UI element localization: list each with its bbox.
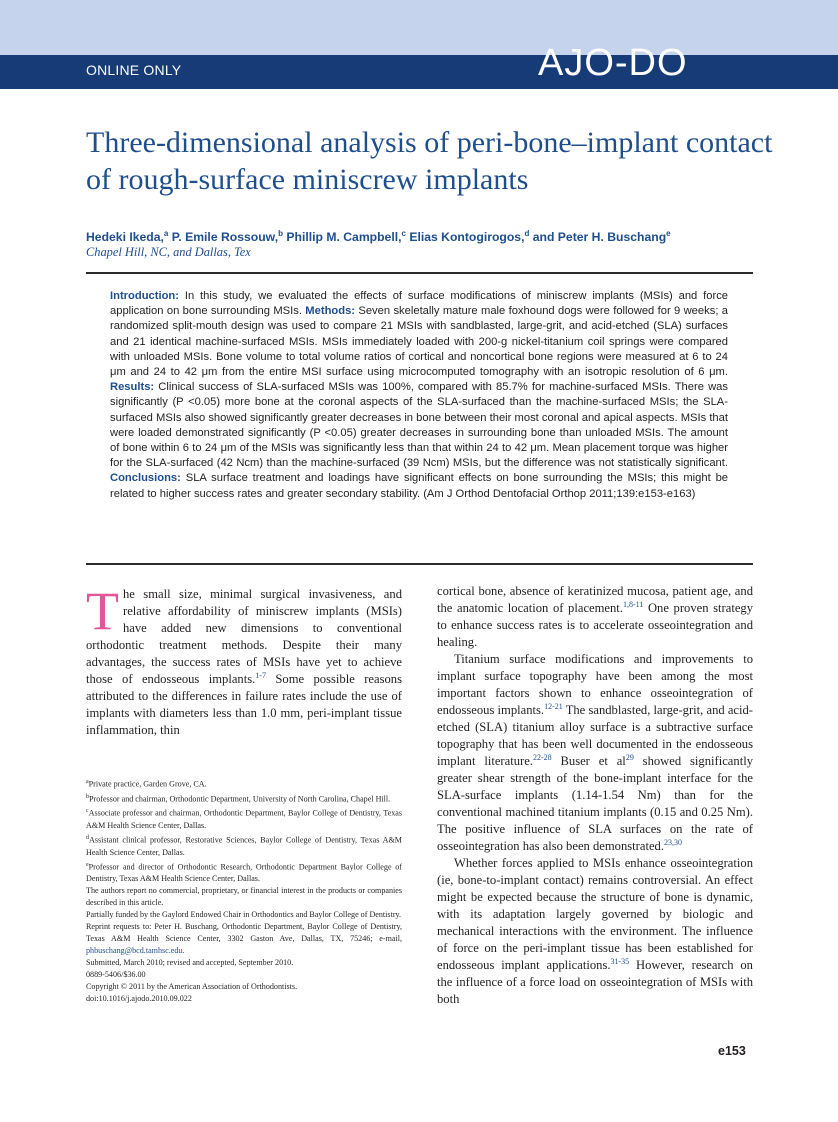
author-name: Phillip M. Campbell, <box>286 230 402 245</box>
footnote-funding: Partially funded by the Gaylord Endowed Chair in Orthodontics and Baylor College of Dentistry. <box>86 910 402 920</box>
author-name: and Peter H. Buschang <box>532 230 667 245</box>
citation-ref[interactable]: 1,8-11 <box>622 599 644 609</box>
abstract-bottom-rule <box>86 563 753 565</box>
body-column-right <box>437 583 753 1008</box>
body-text: The sandblasted, large-grit, and acid-etched (SLA) titanium alloy surface is a subtractive surface topography that has been well documented in the endosseous implant literature. <box>437 703 754 768</box>
body-text: One proven strategy to enhance success rates is to accelerate osseointegration and healing. <box>437 601 754 649</box>
citation-ref[interactable]: 1-7 <box>255 670 266 680</box>
body-text: Whether forces applied to MSIs enhance osseointegration (ie, bone-to-implant contact) remains controversial. An effect might be expected because the structure of bone is dynamic, with its adaptation largely governed by biologic and mechanical interactions with the environment. The influence of force on the peri-implant tissue has been established for endosseous implant applications. <box>437 856 753 972</box>
footnote-disclosure: The authors report no commercial, proprietary, or financial interest in the products or companies described in this article. <box>86 886 402 908</box>
body-paragraph <box>437 583 753 651</box>
journal-logo: AJO-DO <box>538 42 688 84</box>
footnote-text: Associate professor and chairman, Orthodontic Department, Baylor College of Dentistry, Texas A&M Health Science Center, Dallas. <box>86 809 402 831</box>
abstract-conclusions: SLA surface treatment and loadings have significant effects on bone surrounding the MSIs; this might be related to higher success rates and greater secondary stability. (Am J Orthod Dentofacial Orthop 2011;139:e153-e163) <box>110 472 729 500</box>
footnote-reprint <box>86 921 402 957</box>
footnote: $^e$Professor and director of Orthodontic Research, Orthodontic Department Baylor College of Dentistry, Texas A&M Health Science Center, Dallas. <box>86 861 402 884</box>
page-number: e153 <box>718 1044 746 1058</box>
footnote-submitted: Submitted, March 2010; revised and accepted, September 2010. <box>86 958 294 968</box>
abstract-results: Clinical success of SLA-surfaced MSIs was 100%, compared with 85.7% for machine-surfaced MSIs. There was significantly (P <0.05) more bone at the coronal aspects of the SLA-surfaced than the machine-surfaced MSIs; the SLA-surfaced MSIs also showed significantly greater decreases in bone between their most coronal and apical aspects. MSIs that were loaded demonstrated significantly (P <0.05) greater decreases in surrounding bone than unloaded MSIs. The amount of bone within 6 to 24 μm of the MSIs was significantly less than that within 24 to 42 μm. Mean placement torque was higher for the SLA-surfaced (42 Ncm) than the machine-surfaced (39 Ncm) MSIs, but the difference was not statistically significant. <box>110 381 728 470</box>
abstract-intro: In this study, we evaluated the effects of surface modifications of miniscrew implants (MSIs) and force application on bone surrounding MSIs. <box>110 290 729 318</box>
online-only-label: ONLINE ONLY <box>86 62 182 78</box>
abstract-methods-heading: Methods: <box>305 305 356 318</box>
body-paragraph <box>437 651 753 855</box>
footnote-issn: 0889-5406/$36.00 <box>86 970 146 980</box>
abstract-conclusions-heading: Conclusions: <box>110 472 181 485</box>
author-mark: e <box>666 229 671 238</box>
footnotes <box>86 776 402 1005</box>
footnote: $^b$Professor and chairman, Orthodontic Department, University of North Carolina, Chapel Hill. <box>86 793 391 804</box>
author-mark: c <box>401 229 406 238</box>
body-text: Titanium surface modifications and improvements to implant surface topography have been among the most important factors shown to enhance osseointegration of endosseous implants. <box>437 652 753 717</box>
footnote: $^d$Assistant clinical professor, Restorative Sciences, Baylor College of Dentistry, Texas A&M Health Science Center, Dallas. <box>86 835 402 857</box>
body-text: Some possible reasons attributed to the differences in failure rates include the use of implants with diameters less than 1.0 mm, peri-implant tissue inflammation, thin <box>86 672 402 737</box>
footnote-copyright: Copyright © 2011 by the American Association of Orthodontists. <box>86 982 298 992</box>
footnote-text: Professor and chairman, Orthodontic Department, University of North Carolina, Chapel Hill. <box>89 794 391 804</box>
abstract-methods: Seven skeletally mature male foxhound dogs were followed for 9 weeks; a randomized split-mouth design was used to compare 21 MSIs with sandblasted, large-grit, and acid-etched (SLA) surfaces and 21 identical machine-surfaced MSIs. MSIs immediately loaded with 200-g nickel-titanium coil springs were compared with unloaded MSIs. Bone volume to total volume ratios of cortical and noncortical bone regions were measured at 6 to 24 μm and 24 to 42 μm from the entire MSI surface using microcomputed tomography with an isotropic resolution of 6 μm. <box>110 305 729 379</box>
footnote-text: Private practice, Garden Grove, CA. <box>88 779 207 789</box>
footnote-text: Reprint requests to: Peter H. Buschang, Orthodontic Department, Baylor College of Dentistry, Texas A&M Health Science Center, 3302 Gaston Ave, Dallas, TX, 75246; e-mail, <box>86 922 402 944</box>
intro-paragraph <box>86 581 402 739</box>
abstract-intro-heading: Introduction: <box>110 290 179 302</box>
author-name: P. Emile Rossouw, <box>171 230 279 245</box>
body-column-left <box>86 581 402 739</box>
body-text: cortical bone, absence of keratinized mucosa, patient age, and the anatomic location of placement. <box>437 584 753 615</box>
author-name: Elias Kontogirogos, <box>409 230 525 245</box>
author-name: Hedeki Ikeda, <box>86 230 164 245</box>
citation-ref[interactable]: 23,30 <box>663 837 682 847</box>
email-link[interactable]: phbuschang@bcd.tamhsc.edu. <box>86 946 185 956</box>
author-location: Chapel Hill, NC, and Dallas, Tex <box>86 245 251 259</box>
footnote-doi[interactable]: doi:10.1016/j.ajodo.2010.09.022 <box>86 994 192 1004</box>
drop-cap: T <box>86 581 119 641</box>
footnote: $^c$Associate professor and chairman, Orthodontic Department, Baylor College of Dentistry, Texas A&M Health Science Center, Dallas. <box>86 808 402 831</box>
body-paragraph <box>437 855 753 1008</box>
author-mark: d <box>524 229 530 238</box>
footnote: $^a$Private practice, Garden Grove, CA. <box>86 779 207 789</box>
header-top-band <box>0 0 838 55</box>
citation-ref[interactable]: 31-35 <box>610 956 630 966</box>
body-text: showed significantly greater shear strength of the bone-implant interface for the SLA-surface implants (1.14-1.54 Nm) than for the conventional machined titanium implants (0.15 and 0.25 Nm). The positive influence of SLA surfaces on the rate of osseointegration has also been demonstrated. <box>437 754 753 853</box>
citation-ref[interactable]: 12-21 <box>544 701 563 711</box>
author-list <box>86 229 766 244</box>
citation-ref[interactable]: 22-28 <box>532 752 552 762</box>
abstract <box>110 289 728 502</box>
body-text: Buser et al <box>551 754 626 768</box>
body-text: However, research on the influence of a force load on osseointegration of MSIs with both <box>437 958 753 1006</box>
author-mark: b <box>278 229 283 238</box>
article-title: Three-dimensional analysis of peri-bone–implant contact of rough-surface miniscrew implants <box>86 126 773 196</box>
abstract-results-heading: Results: <box>110 381 155 394</box>
citation-ref[interactable]: 29 <box>625 752 634 762</box>
author-mark: a <box>163 229 169 238</box>
body-text: he small size, minimal surgical invasiveness, and relative affordability of miniscrew implants (MSIs) have added new dimensions to conventional orthodontic treatment methods. Despite their many advantages, the success rates of MSIs have yet to achieve those of endosseous implants. <box>86 587 402 686</box>
abstract-top-rule <box>86 272 753 274</box>
footnote-text: Professor and director of Orthodontic Research, Orthodontic Department Baylor College of Dentistry, Texas A&M Health Science Center, Dallas. <box>86 862 402 884</box>
footnote-text: Assistant clinical professor, Restorative Sciences, Baylor College of Dentistry, Texas A&M Health Science Center, Dallas. <box>86 835 402 857</box>
